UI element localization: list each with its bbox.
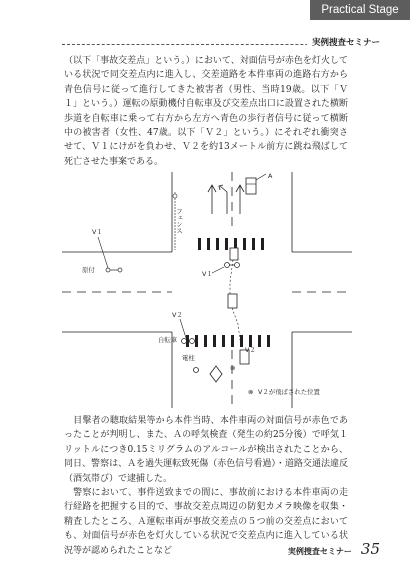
fence-post-icon xyxy=(173,194,177,198)
moped-start-icon xyxy=(106,268,122,272)
legend-symbol: ⊗ xyxy=(248,388,254,396)
label-v2-top: V２ xyxy=(172,311,183,319)
page-number: 35 xyxy=(360,540,380,558)
lane-arrows-icon xyxy=(208,185,244,214)
body-paragraph-1: （以下「事故交差点」という。）において、対面信号が赤色を灯火している状況で同交差点内に進入し、交差道路を本件車両の進路右方から青色信号に従って進行してきた被害者（男性、当時19歳。以下「Ｖ１」という。）運転の原動機付自転車及び交差点出口に設置された横断歩道を自転車に乗って右方から左方へ青色の歩行者信号に従って横断中の被害者（女性、47歳。以下「Ｖ２」という。）にそれぞれ衝突させて、Ｖ１にけがを負わせ、Ｖ２を約13メートル前方に跳ね飛ばして死亡させた事案である。 xyxy=(64,56,348,167)
crosswalk-south xyxy=(186,335,270,347)
accident-diagram xyxy=(62,172,352,408)
legend-marker-position: ⊗ xyxy=(230,364,236,372)
label-v1-moto: V１ xyxy=(202,270,213,278)
label-v1-top: V１ xyxy=(92,228,103,236)
moped-collision-icon xyxy=(225,263,240,268)
vehicle-a-collision-icon xyxy=(228,294,237,308)
legend-text: V２が飛ばされた位置 xyxy=(258,388,320,396)
utility-pole-icon xyxy=(194,368,199,373)
footer-series-name: 実例捜査セミナー xyxy=(287,547,352,556)
series-header-label: 実例捜査セミナー xyxy=(307,35,380,51)
vehicle-a-final-icon xyxy=(210,366,222,382)
body-paragraph-2: 目撃者の聴取結果等から本件当時、本件車両の対面信号が赤色であったことが判明し、また、Ａの呼気検査（発生の約25分後）で呼気１リットルにつき0.15ミリグラムのアルコールが検出されたことから、同日、警察は、Ａを過失運転致死傷（赤色信号看過）・道路交通法違反（酒気帯び）で逮捕した。 警察において、事件送致までの間に、事故前における本件車両の走行経路を把握する目的で、事故交差点周辺の防犯カメラ映像を収集・精査したところ、Ａ運転車両が事故交差点の５つ前の交差点においても、対面信号が赤色を灯火している状況で交差点内に進入している状況等が認められたことなど xyxy=(64,416,348,556)
section-tab: Practical Stage xyxy=(310,0,410,20)
page-footer xyxy=(288,540,380,558)
label-fence: フェンス xyxy=(175,208,183,234)
label-jitensha: 自転車 xyxy=(158,336,178,344)
vehicle-a-start-icon xyxy=(246,172,273,194)
label-v2-bottom: V２ xyxy=(245,346,256,354)
label-denchu: 電柱 xyxy=(182,354,195,362)
label-a: A xyxy=(268,172,273,180)
label-gentsuki: 原付 xyxy=(82,266,95,274)
vehicle-a-crosswalk-icon xyxy=(230,248,238,260)
